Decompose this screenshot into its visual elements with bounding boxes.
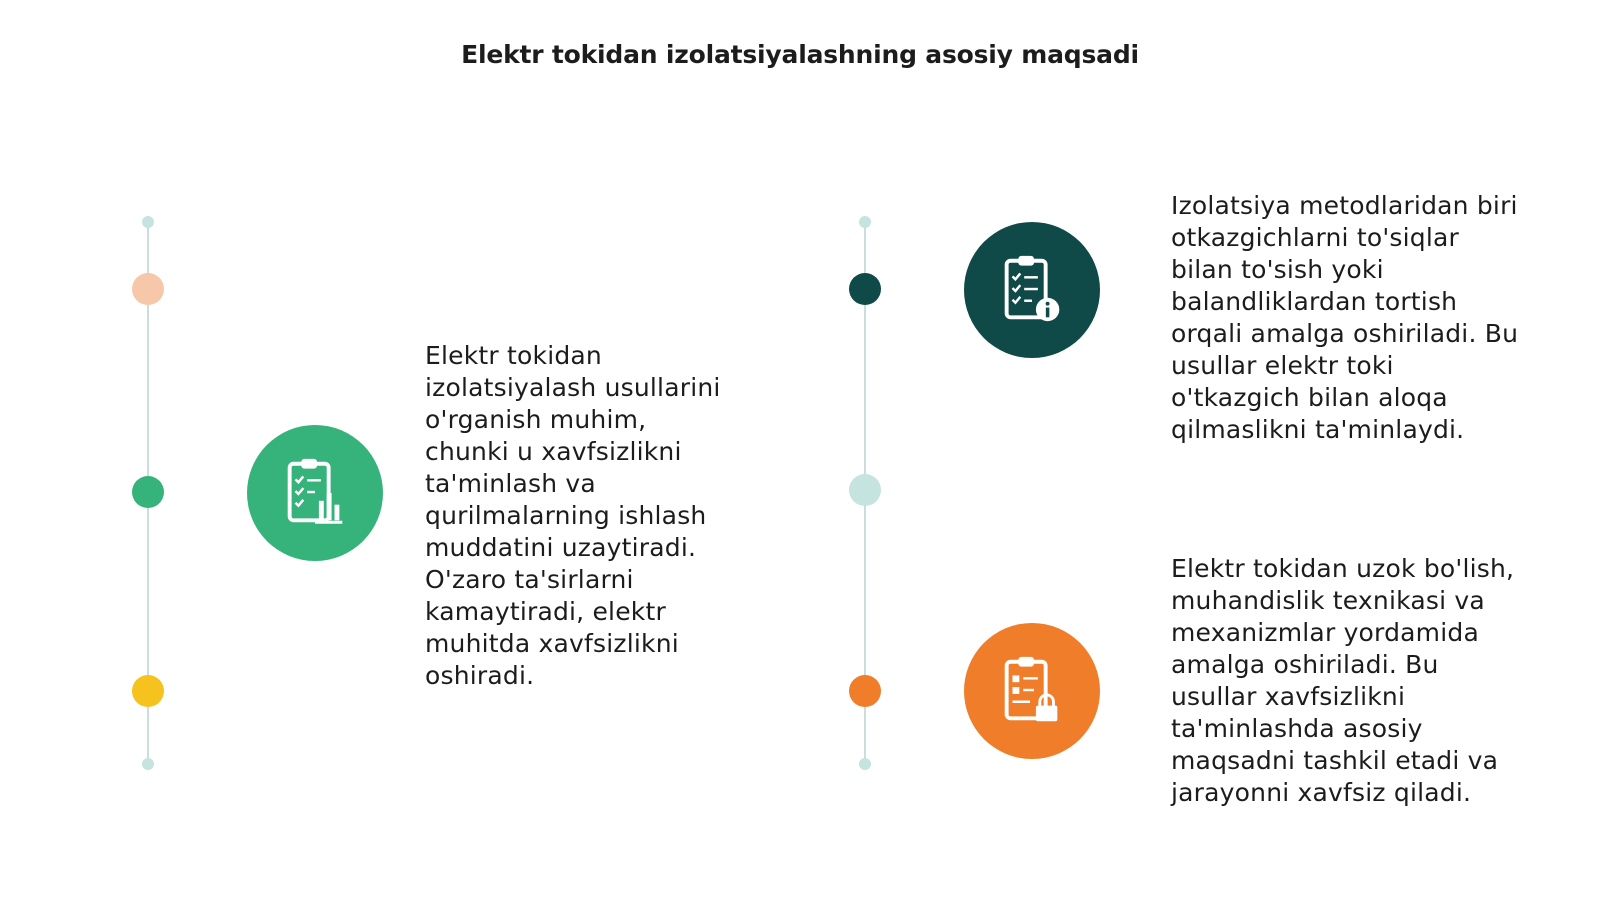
top-right-description: Izolatsiya metodlaridan biri otkazgichlarni to'siqlar bilan to'sish yoki balandliklardan tortish orqali amalga oshiriladi. Bu usullar elektr toki o'tkazgich bilan aloqa qilmaslikni ta'minlaydi.: [1171, 191, 1519, 444]
bottom-right-description: Elektr tokidan uzok bo'lish, muhandislik texnikasi va mexanizmlar yordamida amalga oshiriladi. Bu usullar xavfsizlikni ta'minlashda asosiy maqsadni tashkil etadi va jarayonni xavfsiz qiladi.: [1171, 554, 1515, 807]
clipboard-lock-badge: [964, 623, 1100, 759]
timeline-node-dark-teal: [849, 273, 881, 305]
clipboard-info-badge: [964, 222, 1100, 358]
center-description: Elektr tokidan izolatsiyalash usullarini o'rganish muhim, chunki u xavfsizlikni ta'minlash va qurilmalarning ishlash muddatini uzaytiradi. O'zaro ta'sirlarni kamaytiradi, elektr muhitda xavfsizlikni oshiradi.: [425, 341, 721, 690]
rail-end-dot: [859, 758, 871, 770]
rail-end-dot: [142, 216, 154, 228]
rail-end-dot: [859, 216, 871, 228]
timeline-node-yellow: [132, 675, 164, 707]
timeline-node-mint: [849, 474, 881, 506]
timeline-node-peach: [132, 273, 164, 305]
timeline-node-orange: [849, 675, 881, 707]
clipboard-chart-badge: [247, 425, 383, 561]
clipboard-chart-icon: [276, 454, 354, 532]
page-title: Elektr tokidan izolatsiyalashning asosiy maqsadi: [461, 40, 1139, 69]
rail-end-dot: [142, 758, 154, 770]
clipboard-info-icon: [993, 251, 1071, 329]
clipboard-lock-icon: [993, 652, 1071, 730]
timeline-node-green: [132, 476, 164, 508]
